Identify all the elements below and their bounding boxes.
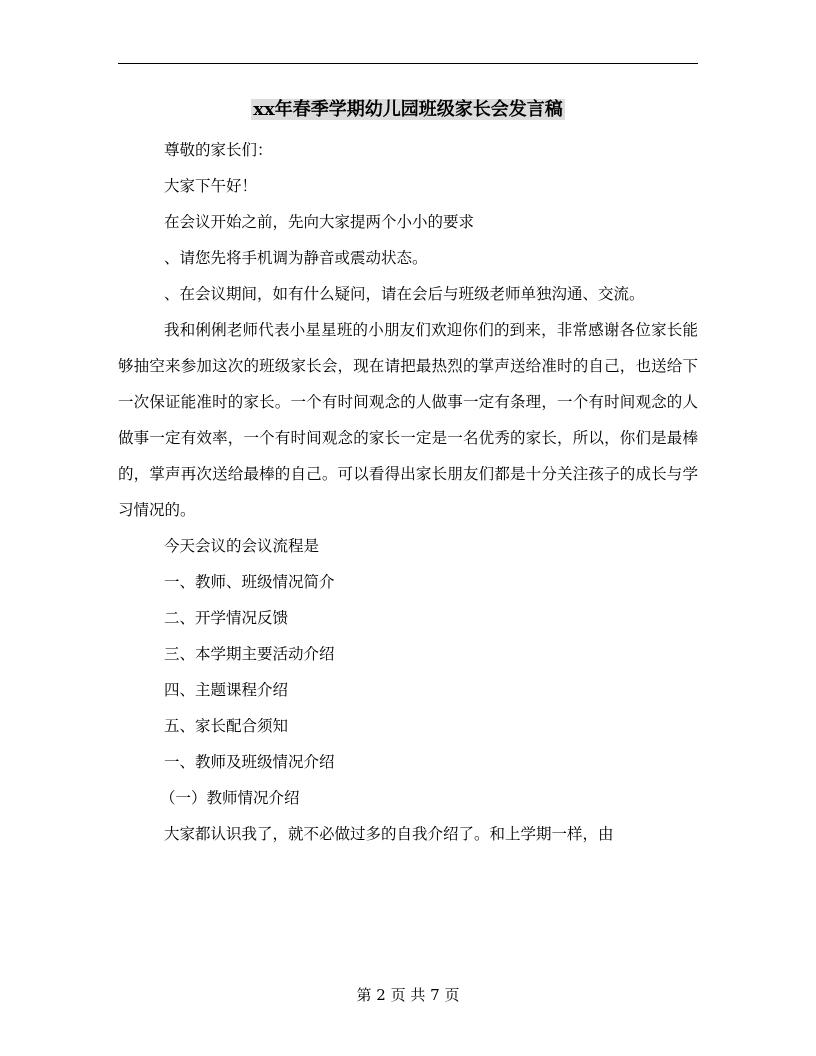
paragraph-request-2: 、在会议期间，如有什么疑问，请在会后与班级老师单独沟通、交流。 bbox=[164, 285, 645, 303]
section-heading-1: 一、教师及班级情况介绍 bbox=[164, 753, 335, 771]
paragraph-welcome: 我和俐俐老师代表小星星班的小朋友们欢迎你们的到来，非常感谢各位家长能够抽空来参加这次的班级家长会，现在请把最热烈的掌声送给准时的自己，也送给下一次保证能准时的家长。一个有时间观念的人做事一定有条理，一个有时间观念的人做事一定有效率，一个有时间观念的家长一定是一名优秀的家长，所以，你们是最棒的，掌声再次送给最棒的自己。可以看得出家长朋友们都是十分关注孩子的成长与学习情况的。 bbox=[118, 321, 698, 519]
paragraph-agenda-intro: 今天会议的会议流程是 bbox=[164, 537, 320, 555]
agenda-item-4: 四、主题课程介绍 bbox=[164, 681, 289, 699]
agenda-item-2: 二、开学情况反馈 bbox=[164, 609, 289, 627]
header-rule bbox=[118, 63, 698, 64]
paragraph-hello: 大家下午好！ bbox=[164, 177, 258, 195]
document-title bbox=[0, 94, 816, 126]
agenda-item-1: 一、教师、班级情况简介 bbox=[164, 573, 335, 591]
agenda-item-3: 三、本学期主要活动介绍 bbox=[164, 645, 335, 663]
paragraph-teacher-intro: 大家都认识我了，就不必做过多的自我介绍了。和上学期一样，由 bbox=[164, 825, 614, 843]
document-body bbox=[118, 132, 698, 852]
document-title-text: xx年春季学期幼儿园班级家长会发言稿 bbox=[253, 99, 563, 120]
paragraph-requests-intro: 在会议开始之前，先向大家提两个小小的要求 bbox=[164, 213, 475, 231]
subsection-heading-1: （一）教师情况介绍 bbox=[160, 789, 300, 807]
page-number: 第 2 页 共 7 页 bbox=[356, 986, 460, 1004]
paragraph-greeting: 尊敬的家长们： bbox=[164, 141, 273, 159]
agenda-item-5: 五、家长配合须知 bbox=[164, 717, 289, 735]
paragraph-request-1: 、请您先将手机调为静音或震动状态。 bbox=[164, 249, 428, 267]
